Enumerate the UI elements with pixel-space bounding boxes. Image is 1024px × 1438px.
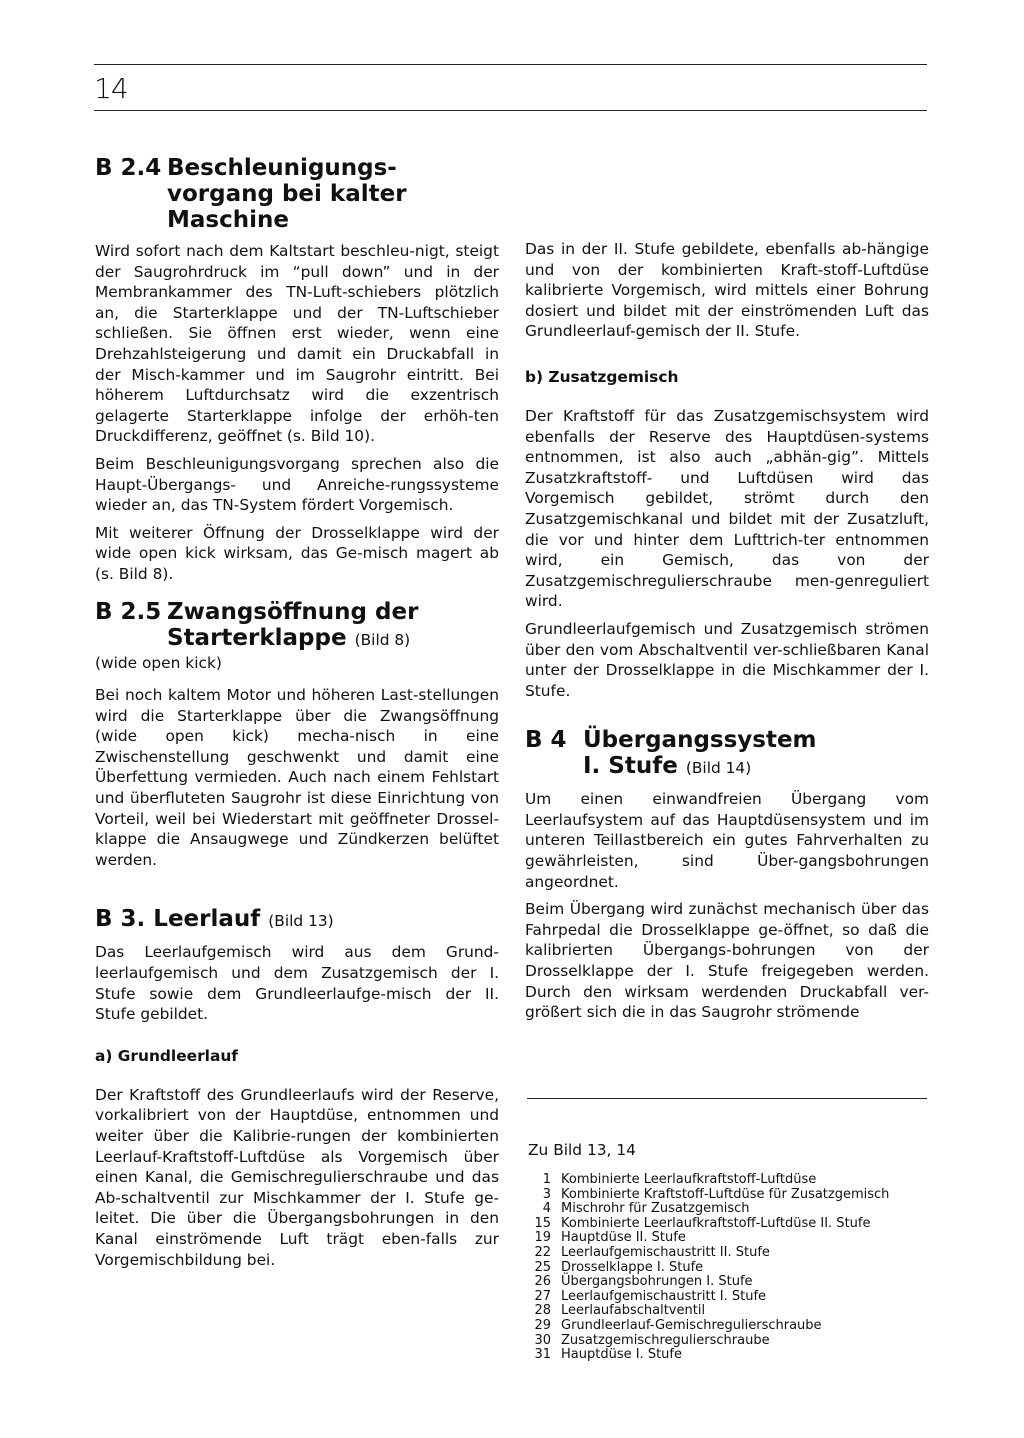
legend-item-number: 26 <box>534 1274 551 1290</box>
b24-paragraph-2: Beim Beschleunigungsvorgang sprechen also die Haupt-Übergangs- und Anreiche-rungssysteme wieder an, das TN-System fördert Vorgemisch. <box>95 454 499 515</box>
legend-item-label: Übergangsbohrungen I. Stufe <box>561 1274 753 1290</box>
top-rule <box>94 64 927 65</box>
legend-item-label: Hauptdüse II. Stufe <box>561 1230 686 1246</box>
legend-item <box>528 1173 948 1188</box>
heading-b4-line2-wrap <box>525 753 929 781</box>
zusatzgemisch-paragraph-1: Der Kraftstoff für das Zusatzgemischsystem wird ebenfalls der Reserve des Hauptdüsen-systems entnommen, ist also auch „abhän-gig”. Mittels Zusatzkraftstoff- und Luftdüsen wird das Vorgemisch gebildet, strömt durch den Zusatzgemischkanal und bildet mit der Zusatzluft, die vor und hinter dem Lufttrich-ter entnommen wird, ein Gemisch, das von der Zusatzgemischregulierschraube men-genreguliert wird. <box>525 406 929 611</box>
right-intro-paragraph: Das in der II. Stufe gebildete, ebenfalls ab-hängige und von der kombinierten Kraft-stoff-Luftdüse kalibrierte Vorgemisch, wird mittels einer Bohrung dosiert und bildet mit der einströmenden Luft das Grundleerlauf-gemisch der II. Stufe. <box>525 240 929 341</box>
heading-b3 <box>95 906 499 934</box>
legend-item-label: Leerlaufgemischaustritt II. Stufe <box>561 1244 770 1260</box>
heading-b4-number: B 4 <box>525 727 567 754</box>
right-column <box>525 239 929 1030</box>
heading-b4-line2: I. Stufe <box>583 753 678 780</box>
legend-item-label: Leerlaufabschaltventil <box>561 1303 706 1319</box>
heading-b25 <box>95 599 499 653</box>
b25-subtitle: (wide open kick) <box>95 653 222 672</box>
heading-b24-line1: Beschleunigungs- <box>167 155 397 181</box>
legend-item-number: 1 <box>542 1172 551 1187</box>
legend-item-label: Leerlaufgemischaustritt I. Stufe <box>561 1288 767 1304</box>
b4-paragraph-1: Um einen einwandfreien Übergang vom Leerlaufsystem auf das Hauptdüsensystem und im unteren Teillastbereich ein gutes Fahrverhalten zu gewährleisten, sind Über-gangsbohrungen angeordnet. <box>525 790 929 891</box>
legend-item-label: Kombinierte Kraftstoff-Luftdüse für Zusatzgemisch <box>561 1186 890 1202</box>
heading-b4-line1: Übergangssystem <box>583 727 817 754</box>
subheading-grundleerlauf: a) Grundleerlauf <box>95 1046 238 1065</box>
legend-item-number: 31 <box>534 1347 551 1363</box>
heading-b3-number: B 3. <box>95 906 146 933</box>
legend-item <box>528 1188 948 1203</box>
left-column <box>95 155 499 1277</box>
legend-item-number: 19 <box>534 1230 551 1246</box>
legend-list <box>528 1173 948 1363</box>
legend-item-number: 22 <box>534 1244 551 1260</box>
heading-b25-ref: (Bild 8) <box>354 630 411 649</box>
page-number: 14 <box>94 72 128 105</box>
b25-paragraph-1: Bei noch kaltem Motor und höheren Last-stellungen wird die Starterklappe über die Zwangsöffnung (wide open kick) mecha-nisch in eine Zwischenstellung geschwenkt und damit eine Überfettung vermieden. Auch nach einem Fehlstart und überfluteten Saugrohr ist diese Einrichtung von Vorteil, weil bei Wiederstart mit geöffneter Drossel-klappe die Ansaugwege und Zündkerzen belüftet werden. <box>95 686 499 869</box>
subheading-zusatzgemisch: b) Zusatzgemisch <box>525 367 679 386</box>
heading-b24-line3: Maschine <box>167 207 289 233</box>
legend-item <box>528 1290 948 1305</box>
legend-item-number: 25 <box>534 1259 551 1275</box>
legend-item-label: Kombinierte Leerlaufkraftstoff-Luftdüse <box>561 1172 817 1187</box>
legend-item-number: 27 <box>534 1288 551 1304</box>
legend-item-label: Zusatzgemischregulierschraube <box>561 1332 770 1348</box>
legend-item <box>528 1231 948 1246</box>
legend-item-number: 29 <box>534 1317 551 1333</box>
heading-b24 <box>95 155 499 233</box>
heading-b4-ref: (Bild 14) <box>685 759 752 778</box>
legend-item-number: 3 <box>542 1186 551 1202</box>
legend-item-number: 30 <box>534 1332 551 1348</box>
legend-item-label: Hauptdüse I. Stufe <box>561 1347 682 1363</box>
heading-b24-line2: vorgang bei kalter <box>167 181 407 207</box>
zusatzgemisch-paragraph-2: Grundleerlaufgemisch und Zusatzgemisch strömen über den vom Abschaltventil ver-schließbaren Kanal unter der Drosselklappe in die Mischkammer der I. Stufe. <box>525 619 929 700</box>
legend-item-number: 28 <box>534 1303 551 1319</box>
legend-item-label: Drosselklappe I. Stufe <box>561 1259 704 1275</box>
legend-item <box>528 1217 948 1232</box>
legend-item <box>528 1246 948 1261</box>
legend-item <box>528 1348 948 1363</box>
b4-paragraph-2: Beim Übergang wird zunächst mechanisch über das Fahrpedal die Drosselklappe ge-öffnet, so daß die kalibrierten Übergangs-bohrungen von der Drosselklappe der I. Stufe freigegeben werden. Durch den wirksam werdenden Druckabfall ver-größert sich die in das Saugrohr strömende <box>525 900 929 1022</box>
legend-item <box>528 1304 948 1319</box>
legend-caption: Zu Bild 13, 14 <box>528 1141 636 1159</box>
legend-item-label: Mischrohr für Zusatzgemisch <box>561 1201 750 1217</box>
legend-item-label: Grundleerlauf-Gemischregulierschraube <box>561 1317 822 1333</box>
heading-b3-ref: (Bild 13) <box>268 912 334 931</box>
legend-item <box>528 1319 948 1334</box>
legend-item <box>528 1261 948 1276</box>
heading-b25-line2: Starterklappe <box>167 624 347 651</box>
legend-item <box>528 1202 948 1217</box>
heading-b25-line2-wrap <box>95 625 499 653</box>
legend-rule <box>527 1098 927 1099</box>
grundleerlauf-paragraph-1: Der Kraftstoff des Grundleerlaufs wird der Reserve, vorkalibriert von der Hauptdüse, entnommen und weiter über die Kalibrie-rungen der kombinierten Leerlauf-Kraftstoff-Luftdüse als Vorgemisch über einen Kanal, die Gemischregulierschraube und das Ab-schaltventil zur Mischkammer der I. Stufe ge-leitet. Die über die Übergangsbohrungen in den Kanal einströmende Luft trägt eben-falls zur Vorgemischbildung bei. <box>95 1085 499 1269</box>
legend-item <box>528 1275 948 1290</box>
b3-paragraph-1: Das Leerlaufgemisch wird aus dem Grund-leerlaufgemisch und dem Zusatzgemisch der I. Stufe sowie dem Grundleerlaufge-misch der II. Stufe gebildet. <box>95 943 499 1024</box>
b24-paragraph-1: Wird sofort nach dem Kaltstart beschleu-nigt, steigt der Saugrohrdruck im “pull down” und in der Membrankammer des TN-Luft-schiebers plötzlich an, die Starterklappe und der TN-Luftschieber schließen. Sie öffnen erst wieder, wenn eine Drehzahlsteigerung und damit ein Druckabfall in der Misch-kammer und im Saugrohr eintritt. Bei höherem Luftdurchsatz wird die exzentrisch gelagerte Starterklappe infolge der erhöh-ten Druckdifferenz, geöffnet (s. Bild 10). <box>95 242 499 446</box>
heading-b25-number: B 2.5 <box>95 598 162 625</box>
legend-item-label: Kombinierte Leerlaufkraftstoff-Luftdüse II. Stufe <box>561 1215 871 1231</box>
heading-b4 <box>525 727 929 781</box>
heading-b24-number: B 2.4 <box>95 155 162 181</box>
legend-item-number: 15 <box>534 1215 551 1231</box>
legend-item <box>528 1334 948 1349</box>
heading-b25-line1: Zwangsöffnung der <box>167 598 419 625</box>
header-rule <box>94 110 927 111</box>
b24-paragraph-3: Mit weiterer Öffnung der Drosselklappe wird der wide open kick wirksam, das Ge-misch magert ab (s. Bild 8). <box>95 523 499 583</box>
heading-b3-text: Leerlauf <box>153 906 261 933</box>
legend-item-number: 4 <box>542 1201 551 1217</box>
